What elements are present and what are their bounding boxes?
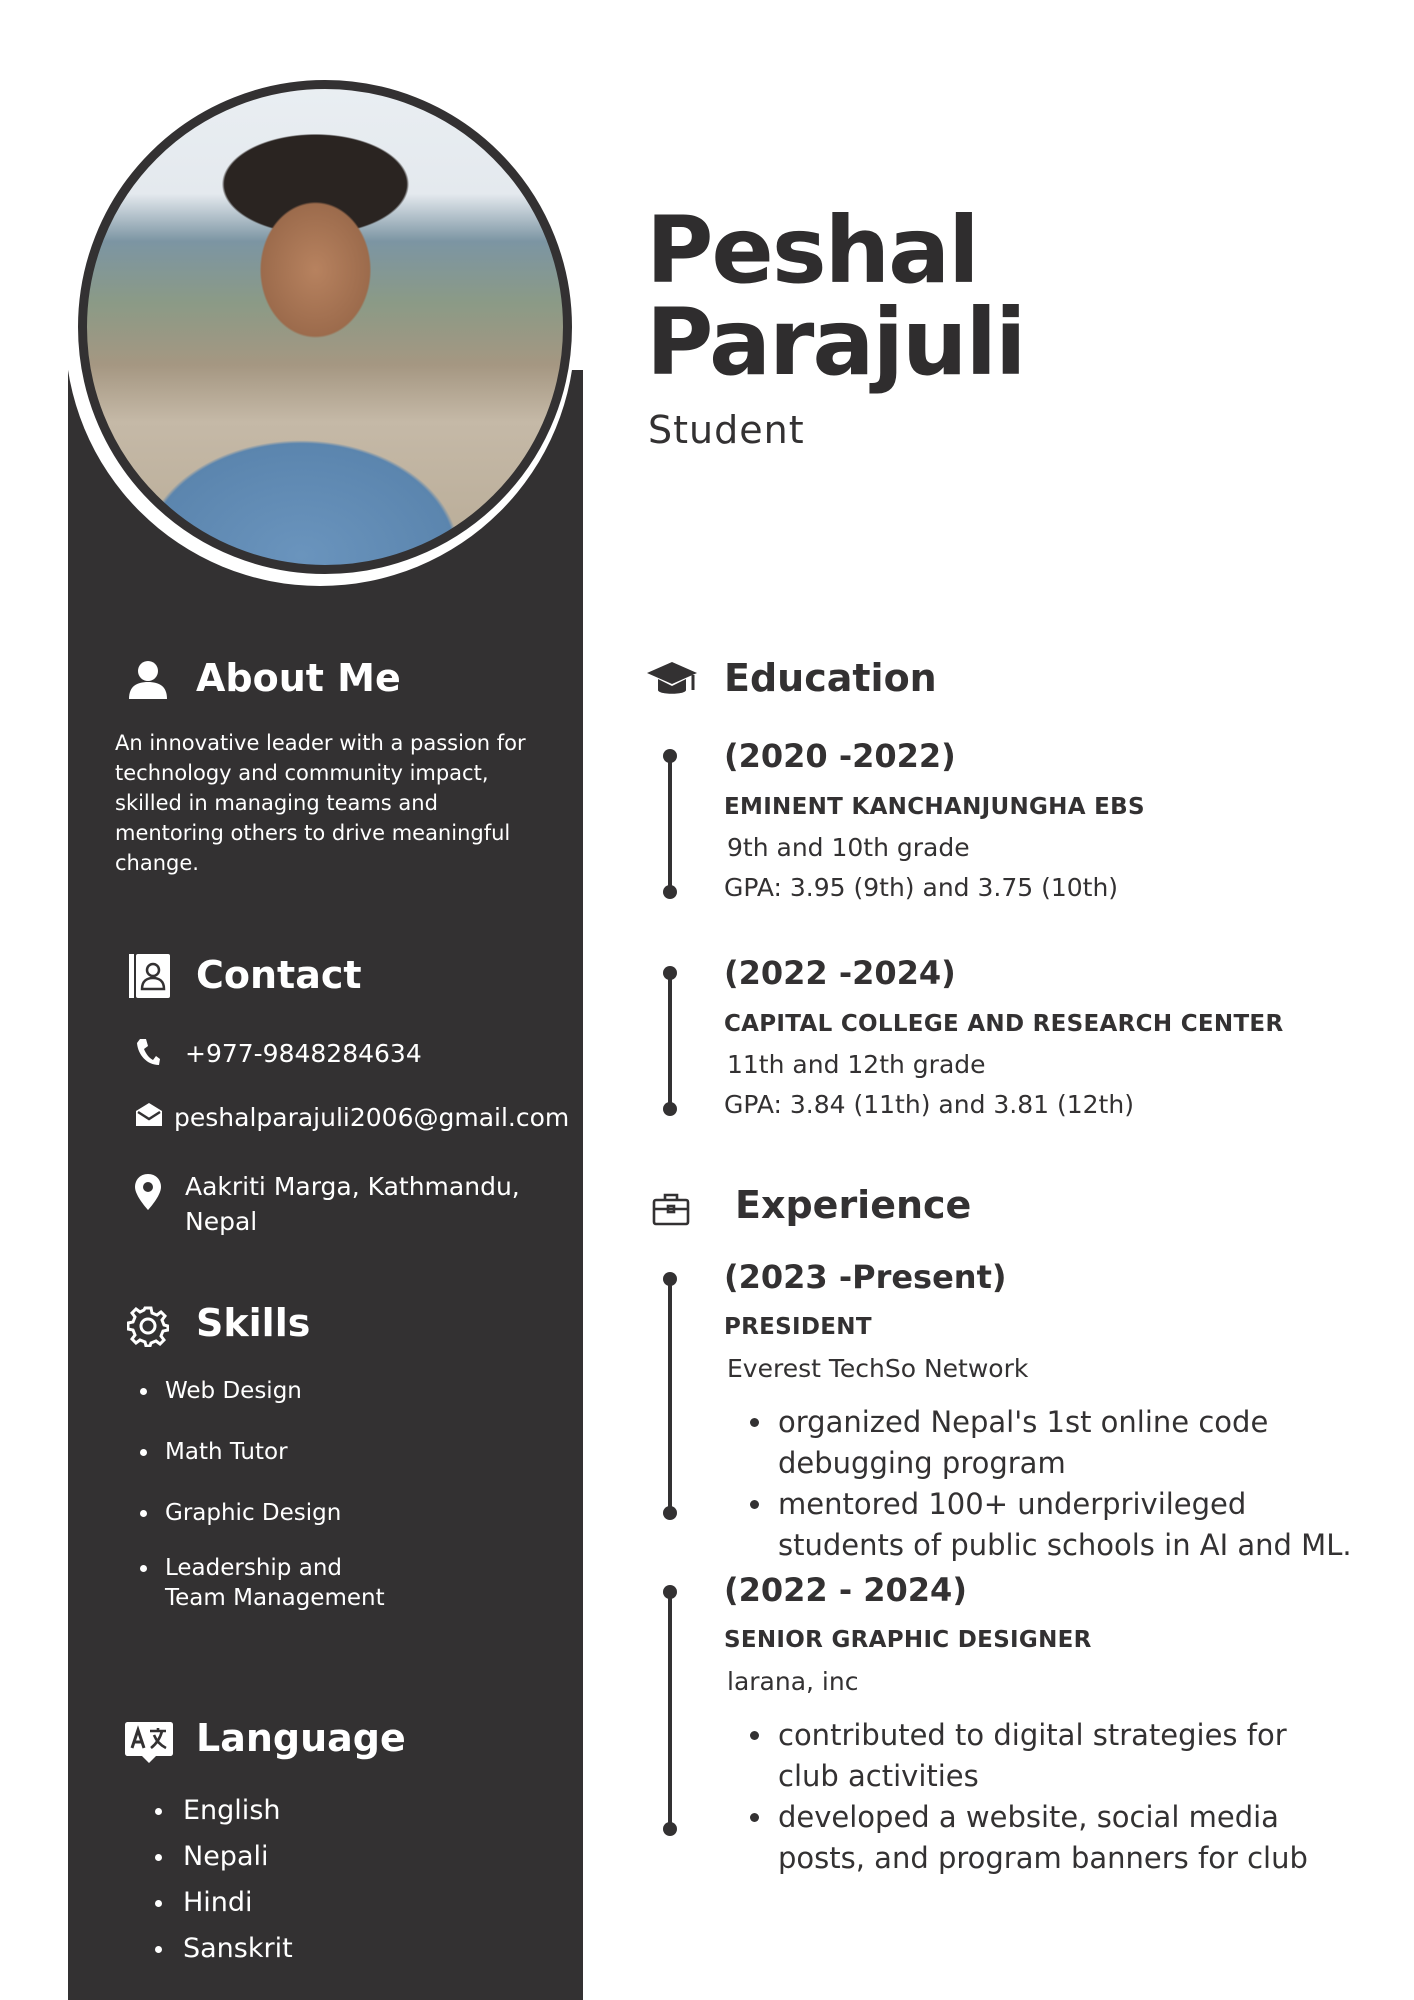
edu-grade: 9th and 10th grade <box>727 833 970 862</box>
timeline-line <box>668 1592 672 1828</box>
bullet-line: mentored 100+ underprivileged <box>778 1487 1247 1521</box>
bullet-line: club activities <box>778 1759 979 1793</box>
language-item: Sanskrit <box>183 1926 293 1972</box>
address-line-1: Aakriti Marga, Kathmandu, <box>185 1172 520 1201</box>
exp-period: (2023 -Present) <box>724 1258 1007 1296</box>
edu-grade: 11th and 12th grade <box>727 1050 986 1079</box>
skill-item: Graphic Design <box>165 1498 385 1528</box>
exp-bullet <box>778 1797 1308 1879</box>
contact-heading: Contact <box>196 953 362 997</box>
bullet-line: organized Nepal's 1st online code <box>778 1405 1269 1439</box>
bullet-line: posts, and program banners for club <box>778 1841 1308 1875</box>
about-text: An innovative leader with a passion for technology and community impact, skilled in managing teams and mentoring others to drive meaningful change. <box>115 731 526 875</box>
language-item: Nepali <box>183 1834 293 1880</box>
timeline-dot <box>663 885 677 899</box>
timeline-line <box>668 973 672 1108</box>
graduation-cap-icon <box>646 660 698 700</box>
exp-bullet <box>778 1715 1308 1797</box>
edu-period: (2022 -2024) <box>724 954 956 992</box>
address-line-2: Nepal <box>185 1207 258 1236</box>
address-text <box>185 1169 520 1239</box>
edu-period: (2020 -2022) <box>724 737 956 775</box>
timeline-dot <box>663 1506 677 1520</box>
skill-item: Math Tutor <box>165 1437 385 1467</box>
briefcase-icon <box>652 1192 690 1226</box>
exp-company: larana, inc <box>727 1667 859 1696</box>
timeline-dot <box>663 1822 677 1836</box>
bullet-line: contributed to digital strategies for <box>778 1718 1287 1752</box>
phone-text[interactable]: +977-9848284634 <box>185 1039 422 1068</box>
language-item: English <box>183 1788 293 1834</box>
edu-gpa: GPA: 3.84 (11th) and 3.81 (12th) <box>724 1090 1134 1119</box>
edu-school: CAPITAL COLLEGE AND RESEARCH CENTER <box>724 1011 1284 1037</box>
edu-gpa: GPA: 3.95 (9th) and 3.75 (10th) <box>724 873 1119 902</box>
education-heading: Education <box>724 656 937 700</box>
exp-bullets <box>778 1715 1308 1879</box>
timeline-line <box>668 756 672 891</box>
contact-book-icon <box>128 953 172 999</box>
first-name: Peshal <box>646 197 978 304</box>
edu-school: EMINENT KANCHANJUNGHA EBS <box>724 794 1145 820</box>
skills-heading: Skills <box>196 1301 311 1345</box>
timeline-dot <box>663 1102 677 1116</box>
experience-heading: Experience <box>735 1183 972 1227</box>
timeline-line <box>668 1279 672 1512</box>
person-name <box>646 197 1025 396</box>
email-text[interactable]: peshalparajuli2006@gmail.com <box>174 1103 570 1132</box>
last-name: Parajuli <box>646 289 1025 396</box>
gear-icon <box>127 1305 169 1347</box>
user-icon <box>127 659 169 701</box>
language-heading: Language <box>196 1716 406 1760</box>
mail-icon <box>134 1101 164 1127</box>
profile-photo <box>78 80 572 574</box>
location-pin-icon <box>134 1173 162 1211</box>
exp-period: (2022 - 2024) <box>724 1571 967 1609</box>
skills-list <box>165 1376 385 1613</box>
translate-icon <box>124 1720 174 1764</box>
exp-bullets <box>778 1402 1352 1566</box>
exp-bullet <box>778 1484 1352 1566</box>
person-role: Student <box>648 408 805 452</box>
skill-line-2: Team Management <box>165 1585 385 1611</box>
skill-item: Web Design <box>165 1376 385 1406</box>
exp-title: PRESIDENT <box>724 1314 872 1340</box>
language-item: Hindi <box>183 1880 293 1926</box>
skill-line-1: Leadership and <box>165 1555 342 1581</box>
exp-company: Everest TechSo Network <box>727 1354 1029 1383</box>
language-list <box>183 1788 293 1972</box>
bullet-line: students of public schools in AI and ML. <box>778 1528 1352 1562</box>
bullet-line: debugging program <box>778 1446 1066 1480</box>
about-heading: About Me <box>196 656 401 700</box>
bullet-line: developed a website, social media <box>778 1800 1279 1834</box>
exp-title: SENIOR GRAPHIC DESIGNER <box>724 1627 1092 1653</box>
phone-icon <box>135 1037 161 1067</box>
exp-bullet <box>778 1402 1352 1484</box>
skill-item <box>165 1553 385 1613</box>
